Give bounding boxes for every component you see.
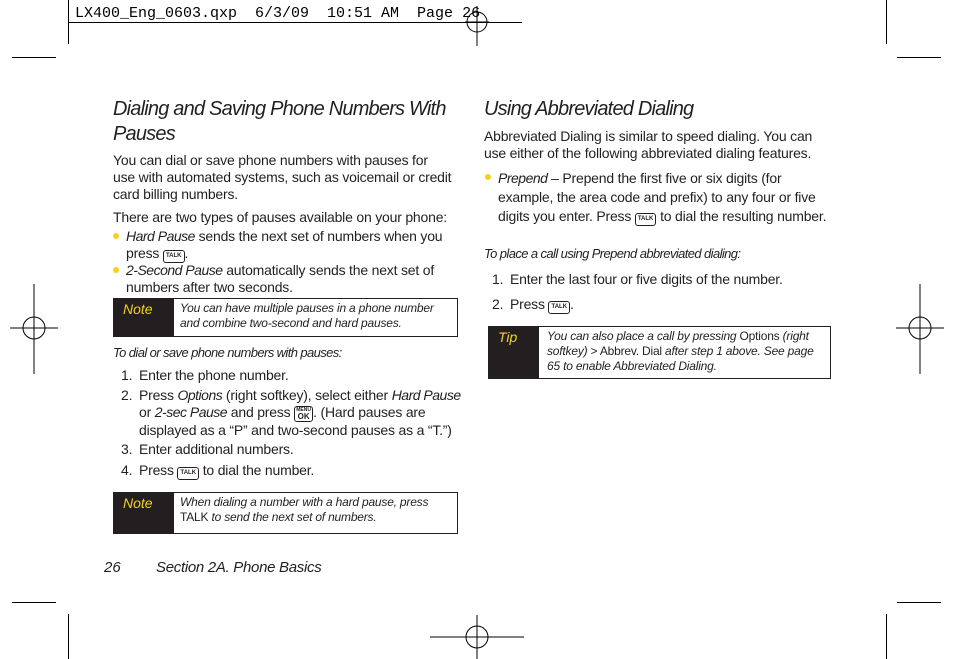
step-number: 2. [121,387,133,403]
registration-mark-left [0,284,60,374]
abbrev-dial-text: Abbrev. Dial [597,344,662,358]
note-line: and combine two-second and hard pauses. [180,316,402,330]
text-span: Press [139,387,178,403]
section-heading-pauses [113,97,446,147]
talk-key-icon: TALK [177,467,199,480]
text-span: . [184,245,189,261]
step-2 [492,296,574,314]
text-span: . [570,296,574,312]
bullet-dot [113,267,119,273]
tip-text: after step 1 above. See page [661,344,814,358]
text-span: Press [139,462,178,478]
note-label: Note [123,495,153,511]
bullet-two-second-pause [126,262,434,296]
bullet-prepend [498,169,826,226]
text-line: You can dial or save phone numbers with pauses for [113,152,428,168]
step-text: Enter additional numbers. [139,441,294,457]
page-number: 26 [104,559,121,576]
tip-box [488,326,831,379]
text-line: example, the area code and prefix) to any four or five [498,189,816,205]
procedure-title: To place a call using Prepend abbreviated dialing: [484,246,741,261]
bullet-dot [485,174,491,180]
term-prepend: Prepend [498,170,548,186]
pauses-intro [113,152,451,203]
abbreviated-intro [484,128,812,162]
section-heading-abbreviated: Using Abbreviated Dialing [484,98,694,120]
note-text: to send the next set of numbers. [208,510,377,524]
text-line: card billing numbers. [113,186,238,202]
text-line: Abbreviated Dialing is similar to speed dialing. You can [484,128,813,144]
talk-text: TALK [180,510,209,524]
step-4 [121,462,314,480]
options-text: Options [739,329,780,343]
note-line: When dialing a number with a hard pause, press [180,495,429,509]
hard-pause-option: Hard Pause [391,387,461,403]
tip-line: 65 to enable Abbreviated Dialing. [547,359,717,373]
step-1 [121,367,289,384]
menu-ok-key-icon [294,406,313,422]
section-footer: Section 2A. Phone Basics [156,559,322,576]
text-span: sends the next set of numbers when you [194,228,443,244]
text-span: . (Hard pauses are [313,404,426,420]
step-number: 1. [121,367,133,383]
tip-text: You can also place a call by pressing [547,329,740,343]
file-slug: LX400_Eng_0603.qxp 6/3/09 10:51 AM Page 26 [75,5,481,22]
text-span: and press [227,404,295,420]
step-number: 4. [121,462,133,478]
text-line: displayed as a “P” and two-second pauses as a “T.”) [139,422,452,438]
step-2 [121,387,466,439]
step-text: Enter the phone number. [139,367,289,383]
bullet-hard-pause [126,228,442,263]
text-span: automatically sends the next set of [222,262,435,278]
text-span: (right softkey), select either [222,387,392,403]
tip-text: softkey) [547,344,591,358]
text-span: or [139,404,155,420]
text-span: press [126,245,163,261]
note-box [113,492,458,534]
text-span: – Prepend the first five or six digits (for [547,170,782,186]
key-label-menu: MENU [296,407,311,413]
text-span: Press [510,296,549,312]
talk-key-icon: TALK [548,301,570,314]
text-line: use either of the following abbreviated dialing features. [484,145,812,161]
text-line: numbers after two seconds. [126,279,293,295]
registration-mark-right [896,284,946,374]
text-span: digits you enter. Press [498,208,635,224]
talk-key-icon: TALK [635,213,657,226]
heading-line: Dialing and Saving Phone Numbers With [113,98,446,120]
options-softkey: Options [177,387,223,403]
step-1 [492,271,783,288]
two-sec-pause-option: 2-sec Pause [154,404,228,420]
term-two-second-pause: 2-Second Pause [126,262,223,278]
step-text: Enter the last four or five digits of the number. [510,271,783,287]
note-line: You can have multiple pauses in a phone number [180,301,434,315]
step-number: 1. [492,271,504,287]
registration-mark-bottom [430,615,524,659]
procedure-title: To dial or save phone numbers with pauses: [113,345,342,360]
registration-mark-top [465,6,489,46]
note-box [113,298,458,337]
key-label-ok: OK [297,412,310,421]
note-label: Note [123,301,153,317]
text-line: use with automated systems, such as voicemail or credit [113,169,452,185]
pause-types-intro: There are two types of pauses available on your phone: [113,209,447,225]
text-span: to dial the resulting number. [656,208,827,224]
heading-line: Pauses [113,123,175,145]
separator-text: > [590,344,598,358]
step-number: 2. [492,296,504,312]
tip-text: (right [779,329,809,343]
bullet-dot [113,233,119,239]
talk-key-icon: TALK [163,250,185,263]
text-span: to dial the number. [199,462,315,478]
term-hard-pause: Hard Pause [126,228,195,244]
tip-label: Tip [498,329,518,345]
step-3 [121,441,294,458]
step-number: 3. [121,441,133,457]
